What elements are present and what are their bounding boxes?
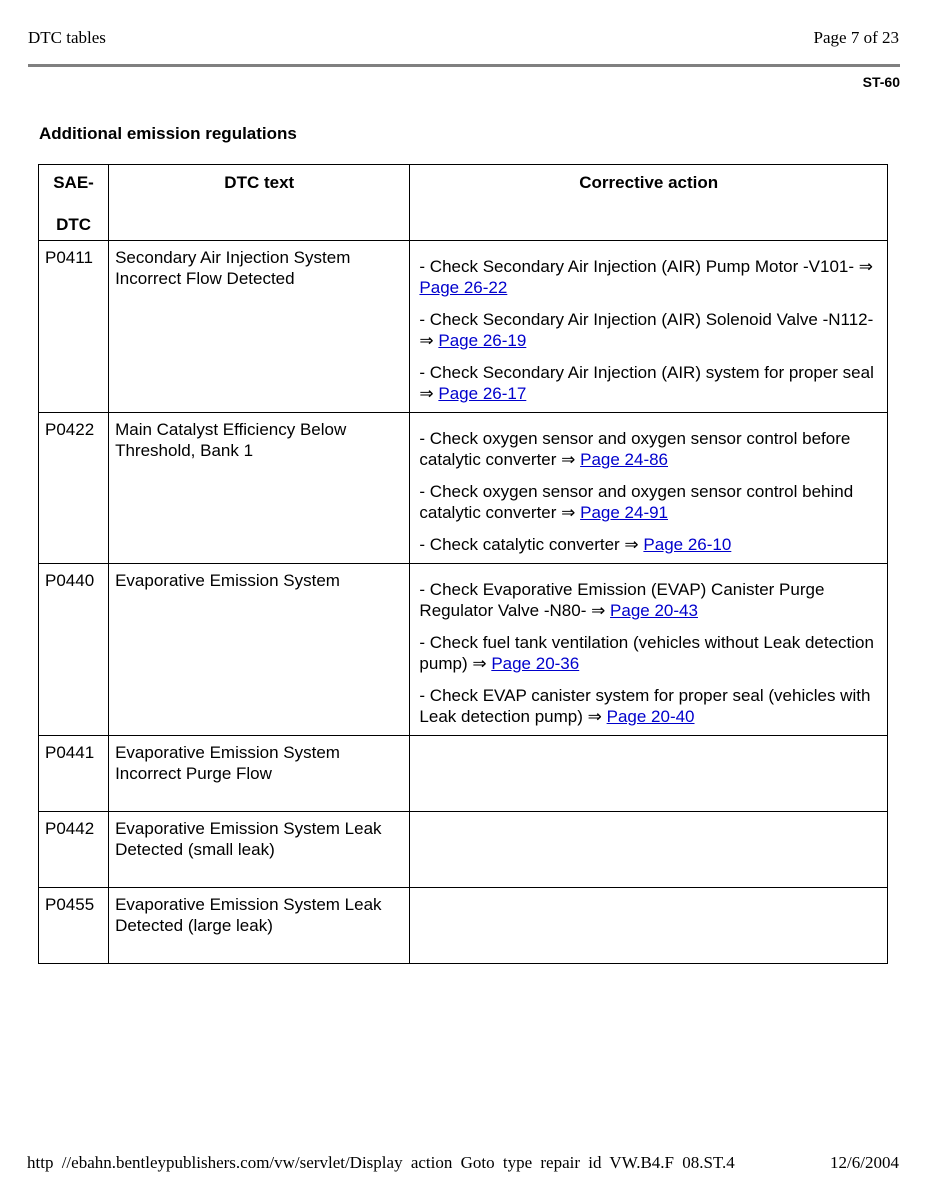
action-item — [419, 362, 877, 404]
page-reference-link[interactable]: Page 26-22 — [419, 278, 508, 297]
dtc-code: P0455 — [39, 888, 109, 964]
table-row — [39, 812, 888, 888]
table-body — [39, 241, 888, 964]
page-reference-link[interactable]: Page 26-17 — [438, 384, 527, 403]
action-text: - Check Secondary Air Injection (AIR) system for proper seal ⇒ — [419, 363, 874, 403]
table-header-row — [39, 165, 888, 241]
page-reference-link[interactable]: Page 20-40 — [606, 707, 695, 726]
action-item — [419, 632, 877, 674]
table-row — [39, 241, 888, 413]
action-text: - Check catalytic converter ⇒ — [419, 535, 644, 554]
table-row — [39, 736, 888, 812]
dtc-description: Evaporative Emission System Leak Detected (large leak) — [109, 888, 410, 964]
dtc-code: P0411 — [39, 241, 109, 413]
action-text: - Check Secondary Air Injection (AIR) Solenoid Valve -N112- ⇒ — [419, 310, 874, 350]
action-item — [419, 256, 877, 298]
page-reference-link[interactable]: Page 20-36 — [491, 654, 580, 673]
corrective-action — [410, 413, 888, 564]
footer-url: http //ebahn.bentleypublishers.com/vw/servlet/Display action Goto type repair id VW.B4.F 08.ST.4 — [27, 1153, 735, 1172]
dtc-description: Main Catalyst Efficiency Below Threshold, Bank 1 — [109, 413, 410, 564]
action-item — [419, 309, 877, 351]
dtc-code: P0440 — [39, 564, 109, 736]
dtc-description: Secondary Air Injection System Incorrect Flow Detected — [109, 241, 410, 413]
action-text: - Check EVAP canister system for proper seal (vehicles with Leak detection pump) ⇒ — [419, 686, 871, 726]
header-divider — [28, 64, 900, 67]
dtc-description: Evaporative Emission System Leak Detected (small leak) — [109, 812, 410, 888]
dtc-description: Evaporative Emission System Incorrect Purge Flow — [109, 736, 410, 812]
page-reference-link[interactable]: Page 24-91 — [580, 503, 669, 522]
corrective-action — [410, 564, 888, 736]
dtc-code: P0442 — [39, 812, 109, 888]
page-reference-link[interactable]: Page 20-43 — [610, 601, 698, 620]
dtc-description: Evaporative Emission System — [109, 564, 410, 736]
action-text: - Check oxygen sensor and oxygen sensor control behind catalytic converter ⇒ — [419, 482, 854, 522]
dtc-code: P0422 — [39, 413, 109, 564]
footer-date: 12/6/2004 — [830, 1153, 899, 1172]
action-item — [419, 579, 877, 621]
page-reference-link[interactable]: Page 24-86 — [580, 450, 669, 469]
action-text: - Check fuel tank ventilation (vehicles without Leak detection pump) ⇒ — [419, 633, 874, 673]
table-row — [39, 413, 888, 564]
action-item — [419, 481, 877, 523]
header-dtc-text: DTC text — [109, 165, 410, 241]
action-text: - Check oxygen sensor and oxygen sensor control before catalytic converter ⇒ — [419, 429, 851, 469]
page-reference-link[interactable]: Page 26-19 — [438, 331, 527, 350]
page-reference-link[interactable]: Page 26-10 — [643, 535, 732, 554]
document-code: ST-60 — [862, 74, 900, 90]
action-text: - Check Evaporative Emission (EVAP) Canister Purge Regulator Valve -N80- ⇒ — [419, 580, 825, 620]
dtc-code: P0441 — [39, 736, 109, 812]
corrective-action — [410, 736, 888, 812]
page-number: Page 7 of 23 — [813, 28, 899, 47]
section-title: Additional emission regulations — [39, 124, 297, 143]
corrective-action — [410, 241, 888, 413]
action-item — [419, 534, 877, 555]
header-corrective-action: Corrective action — [410, 165, 888, 241]
table-row — [39, 564, 888, 736]
corrective-action — [410, 888, 888, 964]
document-title: DTC tables — [28, 28, 106, 47]
action-text: - Check Secondary Air Injection (AIR) Pump Motor -V101- ⇒ — [419, 257, 874, 276]
page-header — [28, 28, 899, 50]
header-sae-dtc: SAE- DTC — [39, 165, 109, 241]
action-item — [419, 685, 877, 727]
dtc-table — [38, 164, 888, 964]
action-item — [419, 428, 877, 470]
corrective-action — [410, 812, 888, 888]
table-row — [39, 888, 888, 964]
